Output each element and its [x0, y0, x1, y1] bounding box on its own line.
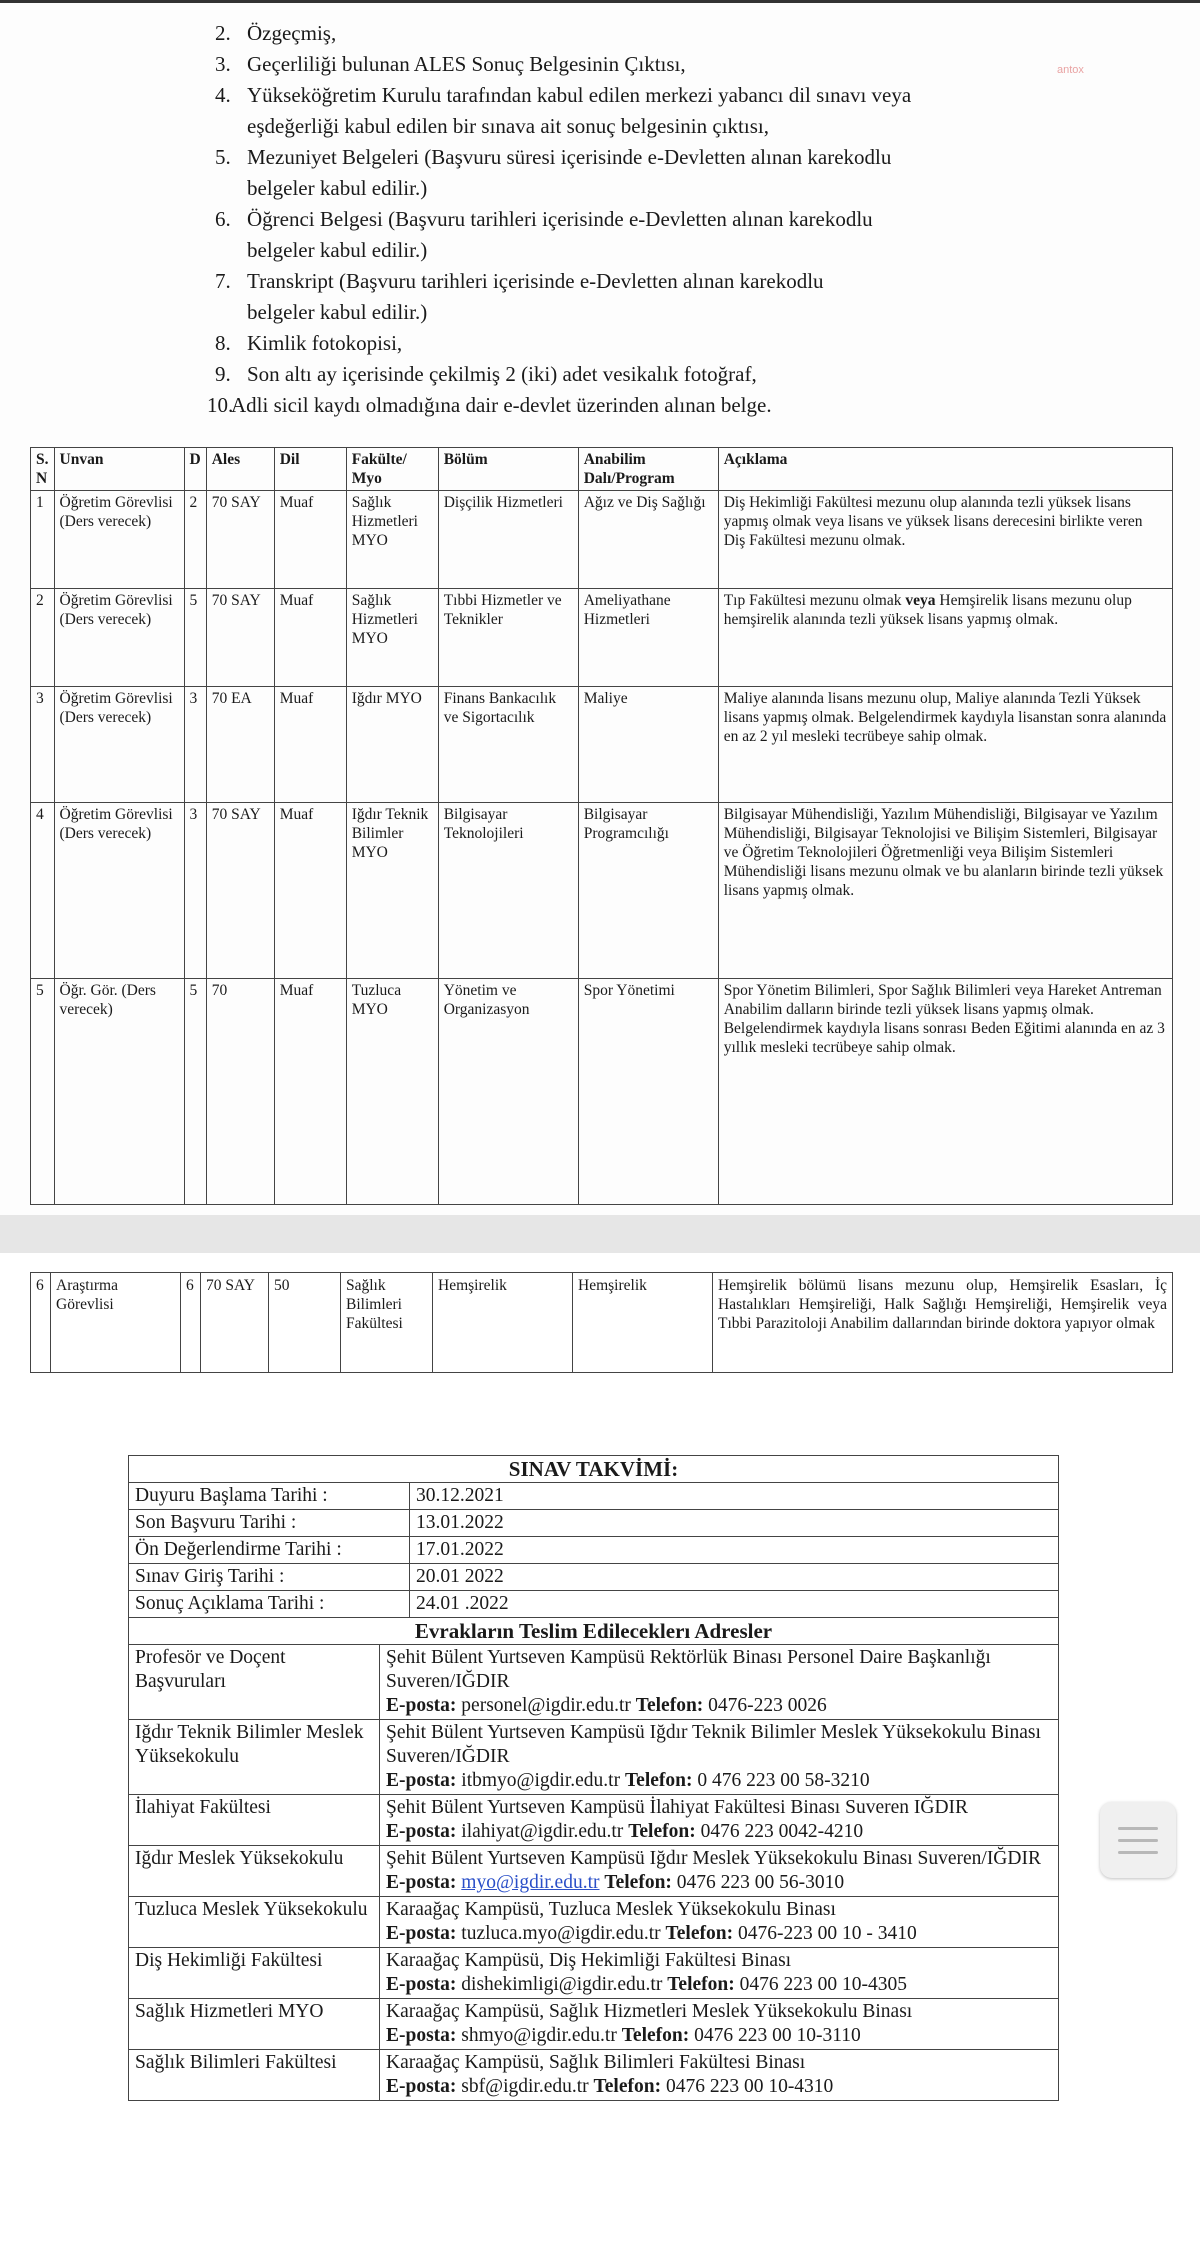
positions-table [30, 447, 1173, 1205]
column-header-d: D [184, 448, 206, 491]
list-item: 9. Son altı ay içerisinde çekilmiş 2 (iki) adet vesikalık fotoğraf, [215, 362, 757, 386]
address-row: Profesör ve Doçent Başvuruları Şehit Bülent Yurtseven Kampüsü Rektörlük Binası Personel Daire Başkanlığı Suveren/IĞDIR E-posta: personel@igdir.edu.tr Telefon: 0476-223 0026 [129, 1645, 1059, 1720]
exam-schedule-table [128, 1455, 1059, 2101]
column-header-bolum: Bölüm [438, 448, 578, 491]
table-row: 4 Öğretim Görevlisi (Ders verecek) 3 70 SAY Muaf Iğdır Teknik Bilimler MYO Bilgisayar Teknolojileri Bilgisayar Programcılığı Bilgisayar Mühendisliği, Yazılım Mühendisliği, Bilgisayar ve Yazılım Mühendisliği, Bilgisayar Teknolojisi ve Bilişim Sistemleri, Bilgisayar ve Öğretim Teknolojileri Öğretmenliği veya Bilişim Sistemleri Mühendisliği lisans mezunu olmak ve bu alanların birinde tezli yüksek lisans yapmış olmak. [31, 803, 1173, 979]
schedule-date-row: Ön Değerlendirme Tarihi : 17.01.2022 [129, 1537, 1059, 1564]
list-item: 8. Kimlik fotokopisi, [215, 331, 403, 355]
address-row: Diş Hekimliği Fakültesi Karaağaç Kampüsü, Diş Hekimliği Fakültesi Binası E-posta: dishekimligi@igdir.edu.tr Telefon: 0476 223 00 10-4305 [129, 1948, 1059, 1999]
column-header-unvan: Unvan [54, 448, 184, 491]
email-link[interactable]: myo@igdir.edu.tr [461, 1872, 600, 1893]
list-item: 4. Yükseköğretim Kurulu tarafından kabul edilen merkezi yabancı dil sınavı veya eşdeğerliği kabul edilen bir sınava ait sonuç belgesinin çıktısı, [215, 83, 912, 138]
page-top-rule [0, 0, 1200, 3]
list-item: 2. Özgeçmiş, [215, 21, 337, 45]
page-separator [0, 1215, 1200, 1253]
schedule-title: SINAV TAKVİMİ: [129, 1456, 1059, 1483]
table-row: 3 Öğretim Görevlisi (Ders verecek) 3 70 EA Muaf Iğdır MYO Finans Bankacılık ve Sigortacılık Maliye Maliye alanında lisans mezunu olup, Maliye alanında Tezli Yüksek lisans yapmış olmak. Belgelendirmek kaydıyla lisanstan sonra alanında en az 2 yıl mesleki tecrübeye sahip olmak. [31, 687, 1173, 803]
column-header-sn: S. N [31, 448, 55, 491]
column-header-aciklama: Açıklama [718, 448, 1172, 491]
address-row: Iğdır Meslek Yüksekokulu Şehit Bülent Yurtseven Kampüsü Iğdır Meslek Yüksekokulu Binası Suveren/IĞDIR E-posta: myo@igdir.edu.tr Telefon: 0476 223 00 56-3010 [129, 1846, 1059, 1897]
schedule-date-row: Son Başvuru Tarihi : 13.01.2022 [129, 1510, 1059, 1537]
hamburger-menu-icon [1118, 1827, 1158, 1830]
schedule-date-row: Sınav Giriş Tarihi : 20.01 2022 [129, 1564, 1059, 1591]
list-item: 7. Transkript (Başvuru tarihleri içerisinde e-Devletten alınan karekodlu belgeler kabul edilir.) [215, 269, 824, 324]
schedule-date-row: Sonuç Açıklama Tarihi : 24.01 .2022 [129, 1591, 1059, 1618]
column-header-anabilim: Anabilim Dalı/Program [578, 448, 718, 491]
list-item: 5. Mezuniyet Belgeleri (Başvuru süresi içerisinde e-Devletten alınan karekodlu belgeler kabul edilir.) [215, 145, 892, 200]
column-header-fakulte: Fakülte/ Myo [346, 448, 438, 491]
list-item: 6. Öğrenci Belgesi (Başvuru tarihleri içerisinde e-Devletten alınan karekodlu belgeler kabul edilir.) [215, 207, 873, 262]
requirements-list [207, 18, 1075, 421]
schedule-date-row: Duyuru Başlama Tarihi : 30.12.2021 [129, 1483, 1059, 1510]
address-row: Sağlık Bilimleri Fakültesi Karaağaç Kampüsü, Sağlık Bilimleri Fakültesi Binası E-posta: sbf@igdir.edu.tr Telefon: 0476 223 00 10-4310 [129, 2050, 1059, 2101]
floating-menu-button[interactable] [1100, 1802, 1176, 1878]
table-row: 6 Araştırma Görevlisi 6 70 SAY 50 Sağlık Bilimleri Fakültesi Hemşirelik Hemşirelik Hemşirelik bölümü lisans mezunu olup, Hemşirelik Esasları, İç Hastalıkları Hemşireliği, Halk Sağlığı Hemşireliği, Hemşirelik veya Tıbbi Parazitoloji Anabilim dallarından birinde doktora yapıyor olmak [31, 1273, 1173, 1373]
list-item: 10. Adli sicil kaydı olmadığına dair e-devlet üzerinden alınan belge. [207, 393, 772, 417]
column-header-ales: Ales [206, 448, 274, 491]
watermark: antox [1057, 64, 1084, 76]
address-row: İlahiyat Fakültesi Şehit Bülent Yurtseven Kampüsü İlahiyat Fakültesi Binası Suveren IĞDIR E-posta: ilahiyat@igdir.edu.tr Telefon: 0476 223 0042-4210 [129, 1795, 1059, 1846]
address-row: Sağlık Hizmetleri MYO Karaağaç Kampüsü, Sağlık Hizmetleri Meslek Yüksekokulu Binası E-posta: shmyo@igdir.edu.tr Telefon: 0476 223 00 10-3110 [129, 1999, 1059, 2050]
column-header-dil: Dil [274, 448, 346, 491]
table-row: 5 Öğr. Gör. (Ders verecek) 5 70 Muaf Tuzluca MYO Yönetim ve Organizasyon Spor Yönetimi Spor Yönetim Bilimleri, Spor Sağlık Bilimleri veya Hareket Antreman Anabilim dalların birinde tezli yüksek lisans yapmış olmak. Belgelendirmek kaydıyla lisans sonrası Beden Eğitimi alanında en az 3 yıllık mesleki tecrübeye sahip olmak. [31, 979, 1173, 1205]
address-row: Iğdır Teknik Bilimler Meslek Yüksekokulu Şehit Bülent Yurtseven Kampüsü Iğdır Teknik Bilimler Meslek Yüksekokulu Binası Suveren/IĞDIR E-posta: itbmyo@igdir.edu.tr Telefon: 0 476 223 00 58-3210 [129, 1720, 1059, 1795]
table-row: 1 Öğretim Görevlisi (Ders verecek) 2 70 SAY Muaf Sağlık Hizmetleri MYO Dişçilik Hizmetleri Ağız ve Diş Sağlığı Diş Hekimliği Fakültesi mezunu olup alanında tezli yüksek lisans yapmış olmak veya lisans ve yüksek lisans derecesini birlikte veren Diş Fakültesi mezunu olmak. [31, 491, 1173, 589]
positions-table-continued [30, 1272, 1173, 1373]
addresses-title: Evrakların Teslim Edileceklerı Adresler [129, 1618, 1059, 1645]
list-item: 3. Geçerliliği bulunan ALES Sonuç Belgesinin Çıktısı, [215, 52, 686, 76]
address-row: Tuzluca Meslek Yüksekokulu Karaağaç Kampüsü, Tuzluca Meslek Yüksekokulu Binası E-posta: tuzluca.myo@igdir.edu.tr Telefon: 0476-223 00 10 - 3410 [129, 1897, 1059, 1948]
table-row: 2 Öğretim Görevlisi (Ders verecek) 5 70 SAY Muaf Sağlık Hizmetleri MYO Tıbbi Hizmetler ve Teknikler Ameliyathane Hizmetleri Tıp Fakültesi mezunu olmak veya Hemşirelik lisans mezunu olup hemşirelik alanında tezli yüksek lisans yapmış olmak. [31, 589, 1173, 687]
table-header-row [31, 448, 1173, 491]
